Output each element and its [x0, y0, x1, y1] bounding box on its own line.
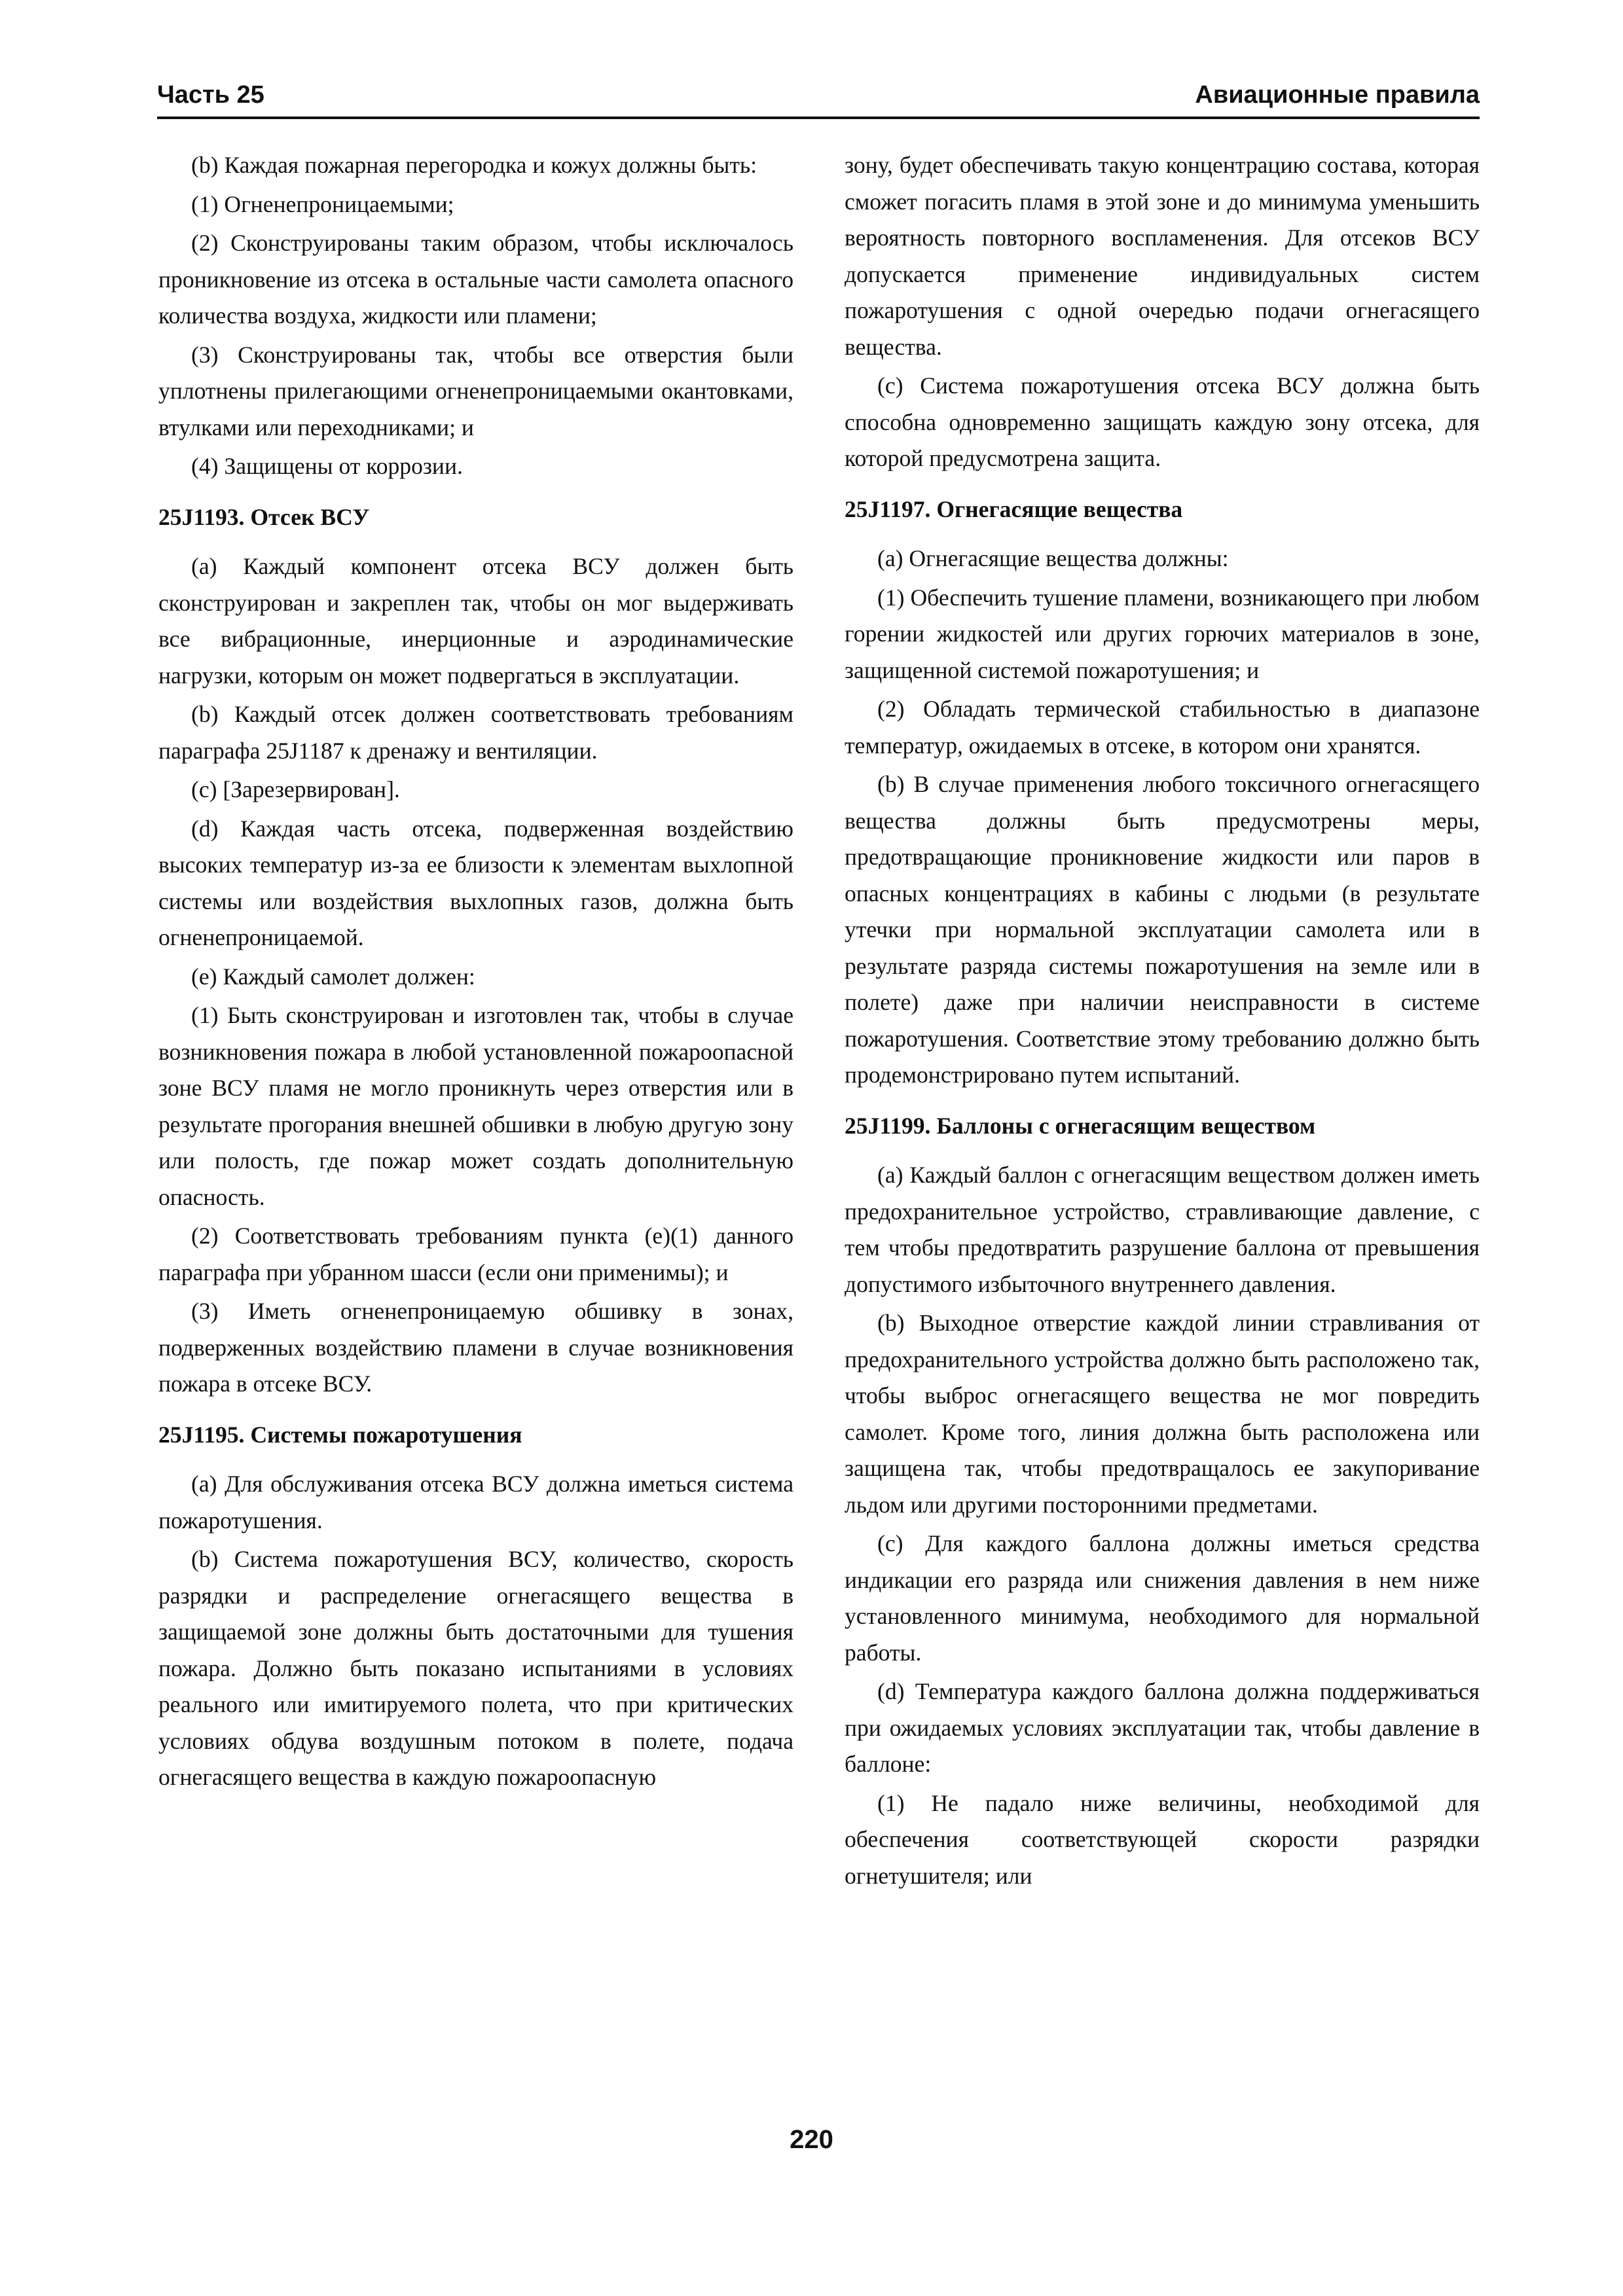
right-column: [845, 147, 1480, 2111]
paragraph: (b) Каждая пожарная перегородка и кожух должны быть:: [191, 152, 757, 178]
paragraph: (1) Быть сконструирован и изготовлен так, чтобы в случае возникновения пожара в любой установленной пожароопасной зоне ВСУ пламя не могло проникнуть через отверстия или в результате прогорания внешней обшивки в любую другую зону или полость, где пожар может создать дополнительную опасность.: [158, 1002, 793, 1210]
paragraph: (3) Иметь огненепроницаемую обшивку в зонах, подверженных воздействию пламени в случае возникновения пожара в отсеке ВСУ.: [158, 1298, 793, 1397]
section-heading: 25J1197. Огнегасящие вещества: [845, 495, 1183, 522]
paragraph: (2) Соответствовать требованиям пункта (e)(1) данного параграфа при убранном шасси (если они применимы); и: [158, 1223, 793, 1285]
paragraph: (4) Защищены от коррозии.: [191, 453, 463, 479]
paragraph: (a) Для обслуживания отсека ВСУ должна иметься система пожаротушения.: [158, 1471, 793, 1534]
paragraph: (d) Температура каждого баллона должна поддерживаться при ожидаемых условиях эксплуатации так, чтобы давление в баллоне:: [845, 1678, 1480, 1777]
paragraph: (1) Обеспечить тушение пламени, возникающего при любом горении жидкостей или других горючих материалов в зоне, защищенной системой пожаротушения; и: [845, 584, 1480, 683]
section-heading: 25J1193. Отсек ВСУ: [158, 503, 370, 530]
header-book-title: Авиационные правила: [1195, 81, 1480, 109]
section-heading: 25J1195. Системы пожаротушения: [158, 1421, 522, 1448]
paragraph: (a) Каждый баллон с огнегасящим веществом должен иметь предохранительное устройство, стравливающие давление, с тем чтобы предотвратить разрушение баллона от превышения допустимого избыточного внутреннего давления.: [845, 1162, 1480, 1297]
header-rule: [157, 117, 1480, 119]
paragraph: (b) Каждый отсек должен соответствовать требованиям параграфа 25J1187 к дренажу и вентиляции.: [158, 701, 793, 764]
paragraph: (e) Каждый самолет должен:: [191, 963, 475, 990]
paragraph: (a) Огнегасящие вещества должны:: [877, 545, 1229, 571]
paragraph: (b) Система пожаротушения ВСУ, количество, скорость разрядки и распределение огнегасящего вещества в защищаемой зоне должны быть достаточными для тушения пожара. Должно быть показано испытаниями в условиях реального или имитируемого полета, что при критических условиях обдува воздушным потоком в полете, подача огнегасящего вещества в каждую пожароопасную: [158, 1546, 793, 1790]
paragraph: (1) Огненепроницаемыми;: [191, 190, 454, 217]
paragraph: (2) Сконструированы таким образом, чтобы исключалось проникновение из отсека в остальные части самолета опасного количества воздуха, жидкости или пламени;: [158, 230, 793, 329]
paragraph: (2) Обладать термической стабильностью в диапазоне температур, ожидаемых в отсеке, в котором они хранятся.: [845, 696, 1480, 759]
paragraph: (c) Система пожаротушения отсека ВСУ должна быть способна одновременно защищать каждую зону отсека, для которой предусмотрена защита.: [845, 372, 1480, 471]
page-number: 220: [790, 2125, 833, 2154]
paragraph: (d) Каждая часть отсека, подверженная воздействию высоких температур из-за ее близости к элементам выхлопной системы или воздействия выхлопных газов, должна быть огненепроницаемой.: [158, 815, 793, 950]
paragraph: (b) В случае применения любого токсичного огнегасящего вещества должны быть предусмотрены меры, предотвращающие проникновение жидкости или паров в опасных концентрациях в кабины с людьми (в результате утечки при нормальной эксплуатации самолета или в результате разряда системы пожаротушения на земле или в полете) даже при наличии неисправности в системе пожаротушения. Соответствие этому требованию должно быть продемонстрировано путем испытаний.: [845, 771, 1480, 1088]
paragraph: (3) Сконструированы так, чтобы все отверстия были уплотнены прилегающими огненепроницаемыми окантовками, втулками или переходниками; и: [158, 341, 793, 440]
paragraph: (1) Не падало ниже величины, необходимой для обеспечения соответствующей скорости разрядки огнетушителя; или: [845, 1789, 1480, 1889]
paragraph: (c) [Зарезервирован].: [191, 776, 400, 802]
header-part-label: Часть 25: [157, 81, 264, 109]
section-heading: 25J1199. Баллоны с огнегасящим веществом: [845, 1112, 1316, 1139]
paragraph: (a) Каждый компонент отсека ВСУ должен быть сконструирован и закреплен так, чтобы он мог выдерживать все вибрационные, инерционные и аэродинамические нагрузки, которым он может подвергаться в эксплуатации.: [158, 553, 793, 689]
paragraph: (c) Для каждого баллона должны иметься средства индикации его разряда или снижения давления в нем ниже установленного минимума, необходимого для нормальной работы.: [845, 1530, 1480, 1666]
paragraph: (b) Выходное отверстие каждой линии стравливания от предохранительного устройства должно быть расположено так, чтобы выброс огнегасящего вещества не мог повредить самолет. Кроме того, линия должна быть расположена или защищена так, чтобы предотвращалось ее закупоривание льдом или другими посторонними предметами.: [845, 1310, 1480, 1518]
running-header: [157, 71, 1480, 117]
left-column: [158, 147, 793, 2111]
paragraph: зону, будет обеспечивать такую концентрацию состава, которая сможет погасить пламя в этой зоне и до минимума уменьшить вероятность повторного воспламенения. Для отсеков ВСУ допускается применение индивидуальных систем пожаротушения с одной очередью подачи огнегасящего вещества.: [845, 152, 1480, 360]
